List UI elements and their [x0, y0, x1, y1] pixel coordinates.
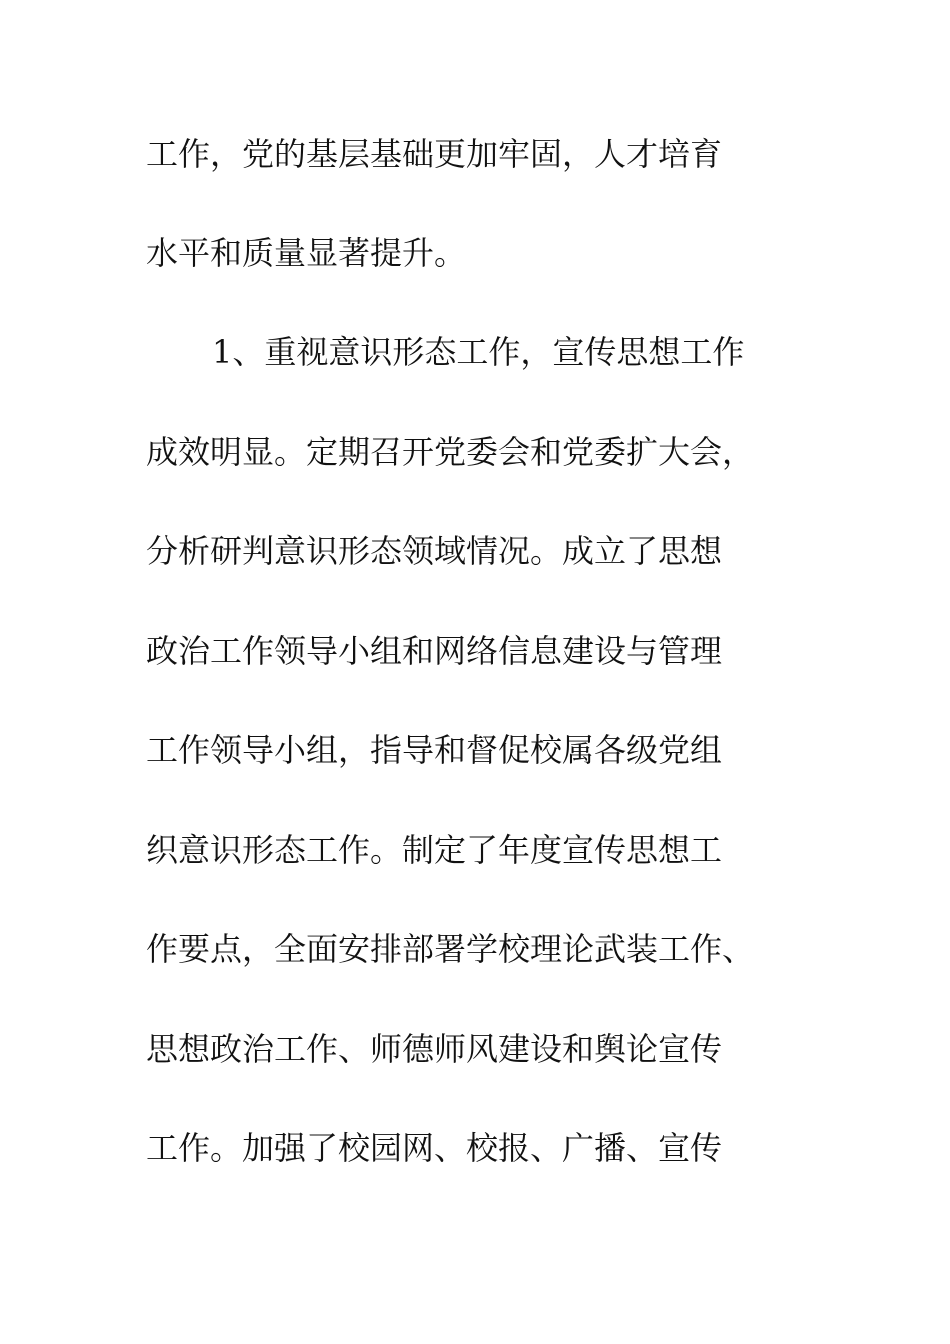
text-line-9: 作要点，全面安排部署学校理论武装工作、 [146, 930, 755, 968]
text-line-1: 工作，党的基层基础更加牢固，人才培育 [146, 135, 723, 173]
text-line-4: 成效明显。定期召开党委会和党委扩大会， [146, 433, 755, 471]
text-line-7: 工作领导小组，指导和督促校属各级党组 [146, 731, 723, 769]
text-line-6: 政治工作领导小组和网络信息建设与管理 [146, 632, 723, 670]
text-line-2: 水平和质量显著提升。 [146, 234, 467, 272]
paragraph-heading-line: 1、重视意识形态工作，宣传思想工作 [212, 333, 745, 371]
text-line-10: 思想政治工作、师德师风建设和舆论宣传 [146, 1030, 723, 1068]
text-line-11: 工作。加强了校园网、校报、广播、宣传 [146, 1129, 723, 1167]
text-line-8: 织意识形态工作。制定了年度宣传思想工 [146, 831, 723, 869]
text-line-5: 分析研判意识形态领域情况。成立了思想 [146, 532, 723, 570]
